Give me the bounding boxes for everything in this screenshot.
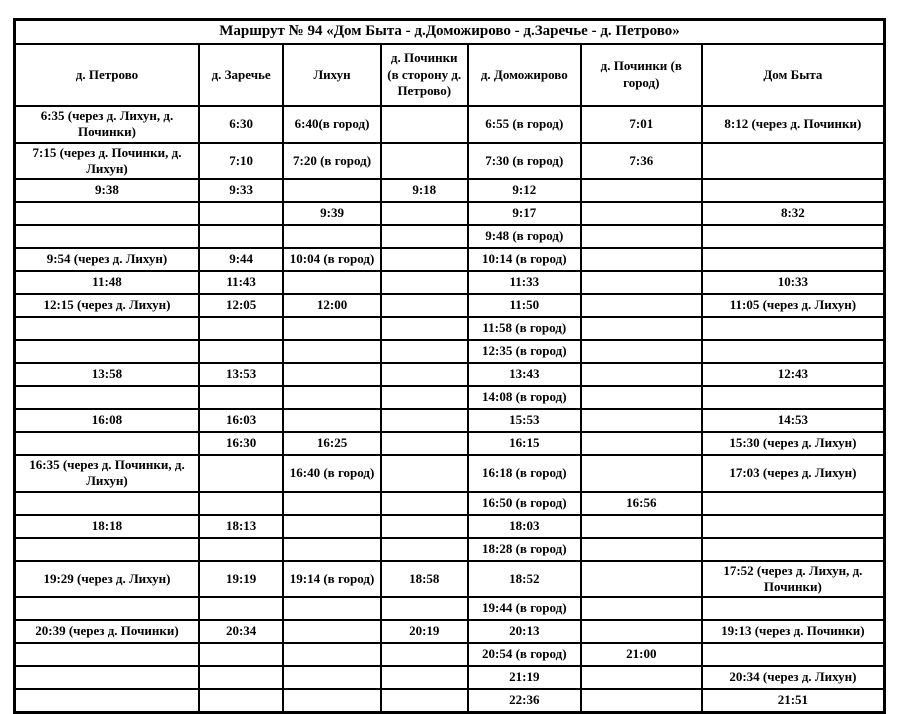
time-cell: 18:58 [381, 561, 468, 598]
empty-cell [581, 515, 702, 538]
empty-cell [15, 643, 199, 666]
empty-cell [199, 666, 283, 689]
time-cell: 7:15 (через д. Починки, д. Лихун) [15, 143, 199, 180]
time-cell: 9:54 (через д. Лихун) [15, 248, 199, 271]
time-cell: 7:20 (в город) [283, 143, 380, 180]
time-cell: 12:00 [283, 294, 380, 317]
empty-cell [199, 689, 283, 713]
time-cell: 20:39 (через д. Починки) [15, 620, 199, 643]
empty-cell [381, 294, 468, 317]
time-cell: 6:30 [199, 106, 283, 143]
time-cell: 21:19 [468, 666, 581, 689]
bus-timetable [13, 18, 886, 714]
table-row [15, 597, 885, 620]
empty-cell [581, 455, 702, 492]
empty-cell [199, 538, 283, 561]
time-cell: 8:32 [702, 202, 885, 225]
time-cell: 18:03 [468, 515, 581, 538]
empty-cell [581, 597, 702, 620]
empty-cell [283, 340, 380, 363]
empty-cell [581, 340, 702, 363]
time-cell: 9:12 [468, 179, 581, 202]
empty-cell [15, 317, 199, 340]
empty-cell [581, 248, 702, 271]
empty-cell [702, 643, 885, 666]
time-cell: 20:19 [381, 620, 468, 643]
empty-cell [581, 317, 702, 340]
time-cell: 16:50 (в город) [468, 492, 581, 515]
time-cell: 17:03 (через д. Лихун) [702, 455, 885, 492]
empty-cell [381, 271, 468, 294]
time-cell: 16:30 [199, 432, 283, 455]
time-cell: 7:01 [581, 106, 702, 143]
empty-cell [381, 363, 468, 386]
empty-cell [283, 317, 380, 340]
table-row [15, 643, 885, 666]
time-cell: 12:35 (в город) [468, 340, 581, 363]
empty-cell [381, 432, 468, 455]
empty-cell [381, 666, 468, 689]
empty-cell [199, 340, 283, 363]
time-cell: 6:35 (через д. Лихун, д. Починки) [15, 106, 199, 143]
time-cell: 16:08 [15, 409, 199, 432]
time-cell: 18:52 [468, 561, 581, 598]
time-cell: 9:33 [199, 179, 283, 202]
time-cell: 22:36 [468, 689, 581, 713]
column-header-6: д. Починки (в город) [581, 44, 702, 106]
time-cell: 13:53 [199, 363, 283, 386]
time-cell: 8:12 (через д. Починки) [702, 106, 885, 143]
time-cell: 16:03 [199, 409, 283, 432]
column-header-3: Лихун [283, 44, 380, 106]
table-row [15, 363, 885, 386]
empty-cell [15, 597, 199, 620]
table-row [15, 340, 885, 363]
time-cell: 16:40 (в город) [283, 455, 380, 492]
empty-cell [15, 225, 199, 248]
empty-cell [15, 386, 199, 409]
time-cell: 16:35 (через д. Починки, д. Лихун) [15, 455, 199, 492]
empty-cell [199, 202, 283, 225]
empty-cell [15, 340, 199, 363]
table-row [15, 179, 885, 202]
empty-cell [199, 455, 283, 492]
empty-cell [702, 386, 885, 409]
empty-cell [199, 597, 283, 620]
empty-cell [381, 455, 468, 492]
time-cell: 14:08 (в город) [468, 386, 581, 409]
empty-cell [702, 225, 885, 248]
table-row [15, 492, 885, 515]
time-cell: 12:05 [199, 294, 283, 317]
time-cell: 9:18 [381, 179, 468, 202]
time-cell: 15:30 (через д. Лихун) [702, 432, 885, 455]
time-cell: 18:18 [15, 515, 199, 538]
time-cell: 16:56 [581, 492, 702, 515]
time-cell: 20:34 [199, 620, 283, 643]
time-cell: 20:34 (через д. Лихун) [702, 666, 885, 689]
column-header-7: Дом Быта [702, 44, 885, 106]
table-row [15, 271, 885, 294]
time-cell: 9:44 [199, 248, 283, 271]
table-row [15, 538, 885, 561]
table-row [15, 561, 885, 598]
empty-cell [381, 317, 468, 340]
empty-cell [381, 597, 468, 620]
empty-cell [381, 689, 468, 713]
empty-cell [381, 492, 468, 515]
empty-cell [381, 248, 468, 271]
empty-cell [381, 386, 468, 409]
title-row [15, 20, 885, 45]
empty-cell [199, 643, 283, 666]
empty-cell [702, 597, 885, 620]
empty-cell [381, 538, 468, 561]
empty-cell [581, 620, 702, 643]
time-cell: 7:36 [581, 143, 702, 180]
empty-cell [702, 340, 885, 363]
empty-cell [283, 538, 380, 561]
empty-cell [581, 225, 702, 248]
time-cell: 9:17 [468, 202, 581, 225]
empty-cell [381, 340, 468, 363]
empty-cell [702, 317, 885, 340]
time-cell: 20:13 [468, 620, 581, 643]
time-cell: 19:13 (через д. Починки) [702, 620, 885, 643]
empty-cell [283, 515, 380, 538]
table-row [15, 202, 885, 225]
table-row [15, 515, 885, 538]
time-cell: 19:29 (через д. Лихун) [15, 561, 199, 598]
time-cell: 10:14 (в город) [468, 248, 581, 271]
table-row [15, 455, 885, 492]
empty-cell [283, 620, 380, 643]
empty-cell [702, 515, 885, 538]
time-cell: 12:43 [702, 363, 885, 386]
empty-cell [381, 409, 468, 432]
time-cell: 16:25 [283, 432, 380, 455]
table-row [15, 225, 885, 248]
time-cell: 13:43 [468, 363, 581, 386]
time-cell: 7:10 [199, 143, 283, 180]
table-row [15, 106, 885, 143]
empty-cell [381, 515, 468, 538]
time-cell: 11:50 [468, 294, 581, 317]
empty-cell [381, 202, 468, 225]
table-row [15, 689, 885, 713]
time-cell: 19:44 (в город) [468, 597, 581, 620]
table-row [15, 409, 885, 432]
empty-cell [581, 432, 702, 455]
table-row [15, 620, 885, 643]
empty-cell [283, 492, 380, 515]
time-cell: 16:18 (в город) [468, 455, 581, 492]
empty-cell [702, 179, 885, 202]
time-cell: 7:30 (в город) [468, 143, 581, 180]
empty-cell [15, 689, 199, 713]
time-cell: 20:54 (в город) [468, 643, 581, 666]
empty-cell [581, 179, 702, 202]
time-cell: 19:14 (в город) [283, 561, 380, 598]
time-cell: 17:52 (через д. Лихун, д. Починки) [702, 561, 885, 598]
empty-cell [581, 363, 702, 386]
time-cell: 18:28 (в город) [468, 538, 581, 561]
empty-cell [702, 492, 885, 515]
empty-cell [283, 179, 380, 202]
column-header-4: д. Починки (в сторону д. Петрово) [381, 44, 468, 106]
header-row [15, 44, 885, 106]
empty-cell [581, 409, 702, 432]
empty-cell [702, 538, 885, 561]
time-cell: 15:53 [468, 409, 581, 432]
time-cell: 10:04 (в город) [283, 248, 380, 271]
time-cell: 12:15 (через д. Лихун) [15, 294, 199, 317]
table-row [15, 248, 885, 271]
empty-cell [381, 143, 468, 180]
time-cell: 13:58 [15, 363, 199, 386]
time-cell: 19:19 [199, 561, 283, 598]
empty-cell [381, 106, 468, 143]
empty-cell [199, 317, 283, 340]
empty-cell [15, 202, 199, 225]
empty-cell [581, 689, 702, 713]
empty-cell [581, 386, 702, 409]
empty-cell [283, 643, 380, 666]
table-row [15, 294, 885, 317]
empty-cell [581, 666, 702, 689]
time-cell: 11:48 [15, 271, 199, 294]
time-cell: 6:55 (в город) [468, 106, 581, 143]
time-cell: 16:15 [468, 432, 581, 455]
empty-cell [702, 248, 885, 271]
empty-cell [283, 666, 380, 689]
time-cell: 6:40(в город) [283, 106, 380, 143]
time-cell: 9:38 [15, 179, 199, 202]
empty-cell [283, 271, 380, 294]
empty-cell [381, 225, 468, 248]
empty-cell [581, 202, 702, 225]
empty-cell [283, 409, 380, 432]
column-header-1: д. Петрово [15, 44, 199, 106]
time-cell: 9:39 [283, 202, 380, 225]
time-cell: 14:53 [702, 409, 885, 432]
empty-cell [199, 492, 283, 515]
empty-cell [283, 363, 380, 386]
time-cell: 18:13 [199, 515, 283, 538]
table-row [15, 666, 885, 689]
time-cell: 11:33 [468, 271, 581, 294]
table-row [15, 143, 885, 180]
time-cell: 11:58 (в город) [468, 317, 581, 340]
empty-cell [581, 538, 702, 561]
time-cell: 21:51 [702, 689, 885, 713]
empty-cell [702, 143, 885, 180]
column-header-2: д. Заречье [199, 44, 283, 106]
empty-cell [381, 643, 468, 666]
table-row [15, 432, 885, 455]
empty-cell [581, 271, 702, 294]
empty-cell [283, 597, 380, 620]
empty-cell [15, 538, 199, 561]
empty-cell [15, 432, 199, 455]
table-row [15, 386, 885, 409]
time-cell: 21:00 [581, 643, 702, 666]
empty-cell [199, 386, 283, 409]
time-cell: 11:43 [199, 271, 283, 294]
time-cell: 11:05 (через д. Лихун) [702, 294, 885, 317]
empty-cell [581, 294, 702, 317]
empty-cell [581, 561, 702, 598]
empty-cell [283, 689, 380, 713]
time-cell: 10:33 [702, 271, 885, 294]
route-title: Маршрут № 94 «Дом Быта - д.Доможирово - д.Заречье - д. Петрово» [15, 20, 885, 45]
table-row [15, 317, 885, 340]
empty-cell [199, 225, 283, 248]
empty-cell [283, 225, 380, 248]
empty-cell [15, 666, 199, 689]
empty-cell [283, 386, 380, 409]
time-cell: 9:48 (в город) [468, 225, 581, 248]
column-header-5: д. Доможирово [468, 44, 581, 106]
empty-cell [15, 492, 199, 515]
